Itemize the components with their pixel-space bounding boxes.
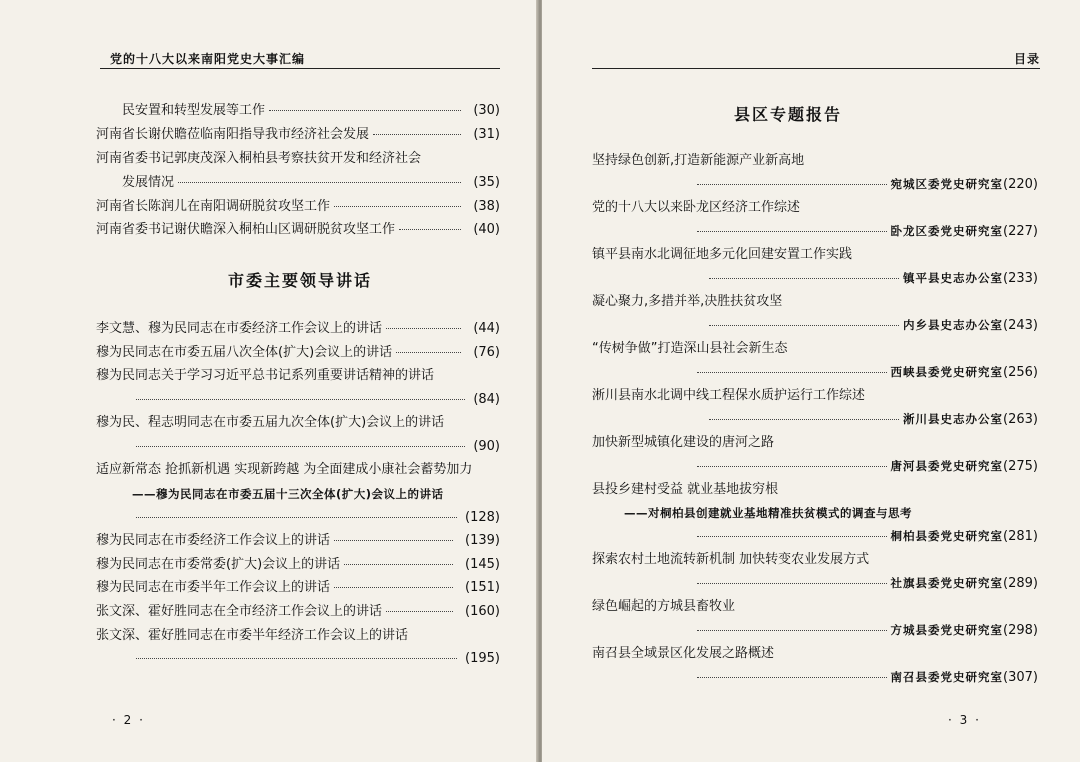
toc-entry <box>96 415 500 431</box>
header-rule <box>592 68 1040 69</box>
report-source-line <box>622 364 1038 381</box>
dot-leader <box>399 229 461 230</box>
report-source-line <box>622 317 1038 334</box>
toc-entry-title: 张文深、霍好胜同志在全市经济工作会议上的讲话 <box>96 604 383 619</box>
toc-page-number: (256) <box>1003 365 1038 380</box>
dot-leader <box>697 583 887 584</box>
toc-page-number: (195) <box>465 651 500 666</box>
report-organization: 社旗县委党史研究室 <box>890 576 1004 590</box>
section-title: 县区专题报告 <box>734 105 843 124</box>
toc-entry <box>96 368 500 384</box>
toc-entry-title: 穆为民同志关于学习习近平总书记系列重要讲话精神的讲话 <box>96 368 435 383</box>
report-title: 县投乡建村受益 就业基地拔穷根 <box>592 482 779 497</box>
toc-entry-title: 民安置和转型发展等工作 <box>122 103 266 118</box>
report-source-line <box>622 528 1038 545</box>
toc-entry-title: 河南省长谢伏瞻莅临南阳指导我市经济社会发展 <box>96 127 370 142</box>
toc-page-number: (160) <box>465 604 500 619</box>
toc-page-number: (145) <box>465 557 500 572</box>
toc-entry <box>96 510 500 526</box>
report-source-line <box>622 622 1038 639</box>
dot-leader <box>697 677 887 678</box>
report-source-line <box>622 458 1038 475</box>
report-organization: 西峡县委党史研究室 <box>890 365 1004 379</box>
dot-leader <box>396 352 461 353</box>
toc-entry <box>96 462 500 478</box>
report-source-line <box>622 176 1038 193</box>
toc-entry-title: 穆为民同志在市委五届八次全体(扩大)会议上的讲话 <box>96 345 393 360</box>
toc-page-number: (298) <box>1003 623 1038 638</box>
dot-leader <box>709 419 899 420</box>
toc-entry-title: 河南省委书记谢伏瞻深入桐柏山区调研脱贫攻坚工作 <box>96 222 396 237</box>
toc-entry <box>96 604 500 620</box>
toc-entry <box>96 392 500 408</box>
dot-leader <box>334 587 453 588</box>
toc-page-number: (35) <box>473 175 500 190</box>
report-title: 党的十八大以来卧龙区经济工作综述 <box>592 200 801 215</box>
dot-leader <box>136 399 465 400</box>
toc-page-number: (289) <box>1003 576 1038 591</box>
toc-entry-title: 穆为民、程志明同志在市委五届九次全体(扩大)会议上的讲话 <box>96 415 445 430</box>
toc-page-number: (139) <box>465 533 500 548</box>
dot-leader <box>697 630 887 631</box>
toc-entry <box>96 151 500 167</box>
toc-page-number: (38) <box>473 199 500 214</box>
report-organization: 桐柏县委党史研究室 <box>890 529 1004 543</box>
toc-entry <box>96 127 500 143</box>
toc-page-number: (84) <box>473 392 500 407</box>
toc-entry-title: 河南省长陈润儿在南阳调研脱贫攻坚工作 <box>96 199 331 214</box>
dot-leader <box>697 184 887 185</box>
report-title: 淅川县南水北调中线工程保水质护运行工作综述 <box>592 388 866 403</box>
toc-entry-title: ——穆为民同志在市委五届十三次全体(扩大)会议上的讲话 <box>132 487 444 501</box>
toc-entry-title: 穆为民同志在市委常委(扩大)会议上的讲话 <box>96 557 341 572</box>
dot-leader <box>178 182 461 183</box>
report-title: 镇平县南水北调征地多元化回建安置工作实践 <box>592 247 853 262</box>
report-source-line <box>622 575 1038 592</box>
toc-page-number: (281) <box>1003 529 1038 544</box>
report-title: 绿色崛起的方城县畜牧业 <box>592 599 736 614</box>
toc-page-number: (275) <box>1003 459 1038 474</box>
dot-leader <box>386 328 461 329</box>
report-organization: 淅川县史志办公室 <box>903 412 1004 426</box>
dot-leader <box>697 231 887 232</box>
running-header: 目录 <box>1013 52 1040 66</box>
toc-entry <box>96 580 500 596</box>
dot-leader <box>373 134 461 135</box>
toc-page-number: (76) <box>473 345 500 360</box>
toc-entry <box>96 557 500 573</box>
report-organization: 宛城区委党史研究室 <box>890 177 1004 191</box>
toc-entry <box>96 533 500 549</box>
report-organization: 镇平县史志办公室 <box>903 271 1004 285</box>
report-title: 坚持绿色创新,打造新能源产业新高地 <box>592 153 805 168</box>
report-title: “传树争做”打造深山县社会新生态 <box>592 341 788 356</box>
section-title: 市委主要领导讲话 <box>228 271 373 290</box>
report-source-line <box>622 411 1038 428</box>
dot-leader <box>136 658 457 659</box>
toc-entry-title: 穆为民同志在市委半年工作会议上的讲话 <box>96 580 331 595</box>
toc-entry-title: 适应新常态 抢抓新机遇 实现新跨越 为全面建成小康社会蓄势加力 <box>96 462 473 477</box>
report-title: 凝心聚力,多措并举,决胜扶贫攻坚 <box>592 294 783 309</box>
report-organization: 方城县委党史研究室 <box>890 623 1004 637</box>
toc-page-number: (263) <box>1003 412 1038 427</box>
toc-page-number: (220) <box>1003 177 1038 192</box>
page-number-footer: · 3 · <box>948 713 981 727</box>
dot-leader <box>344 564 453 565</box>
dot-leader <box>709 278 899 279</box>
report-title: 探索农村土地流转新机制 加快转变农业发展方式 <box>592 552 870 567</box>
toc-page-number: (44) <box>473 321 500 336</box>
dot-leader <box>386 611 453 612</box>
page-number-footer: · 2 · <box>112 713 145 727</box>
toc-page-number: (90) <box>473 439 500 454</box>
toc-page-number: (307) <box>1003 670 1038 685</box>
toc-entry <box>96 628 500 644</box>
dot-leader <box>269 110 461 111</box>
toc-page-number: (128) <box>465 510 500 525</box>
report-source-line <box>622 223 1038 240</box>
dot-leader <box>136 446 465 447</box>
toc-entry-title: 发展情况 <box>122 175 175 190</box>
toc-entry-title: 穆为民同志在市委经济工作会议上的讲话 <box>96 533 331 548</box>
running-header: 党的十八大以来南阳党史大事汇编 <box>110 52 306 66</box>
toc-page-number: (30) <box>473 103 500 118</box>
dot-leader <box>697 536 887 537</box>
toc-entry <box>96 321 500 337</box>
dot-leader <box>136 517 457 518</box>
right-page <box>542 0 1080 762</box>
toc-entry-title: 李文慧、穆为民同志在市委经济工作会议上的讲话 <box>96 321 383 336</box>
dot-leader <box>334 540 453 541</box>
toc-entry <box>122 175 500 191</box>
toc-page-number: (151) <box>465 580 500 595</box>
toc-entry <box>96 651 500 667</box>
toc-page-number: (243) <box>1003 318 1038 333</box>
dot-leader <box>697 466 887 467</box>
report-source-line <box>622 270 1038 287</box>
toc-entry-title: 河南省委书记郭庚茂深入桐柏县考察扶贫开发和经济社会 <box>96 151 422 166</box>
toc-entry <box>132 486 500 503</box>
toc-page-number: (31) <box>473 127 500 142</box>
report-organization: 内乡县史志办公室 <box>903 318 1004 332</box>
toc-page-number: (227) <box>1003 224 1038 239</box>
toc-page-number: (233) <box>1003 271 1038 286</box>
report-organization: 南召县委党史研究室 <box>890 670 1004 684</box>
report-organization: 卧龙区委党史研究室 <box>890 224 1004 238</box>
toc-entry <box>96 345 500 361</box>
toc-page-number: (40) <box>473 222 500 237</box>
toc-entry <box>96 199 500 215</box>
report-title: 加快新型城镇化建设的唐河之路 <box>592 435 775 450</box>
report-subtitle: ——对桐柏县创建就业基地精准扶贫模式的调查与思考 <box>624 506 912 520</box>
dot-leader <box>709 325 899 326</box>
dot-leader <box>697 372 887 373</box>
toc-entry <box>96 439 500 455</box>
report-organization: 唐河县委党史研究室 <box>890 459 1004 473</box>
toc-entry-title: 张文深、霍好胜同志在市委半年经济工作会议上的讲话 <box>96 628 409 643</box>
header-rule <box>100 68 500 69</box>
dot-leader <box>334 206 461 207</box>
report-source-line <box>622 669 1038 686</box>
report-title: 南召县全域景区化发展之路概述 <box>592 646 775 661</box>
left-page <box>0 0 538 762</box>
toc-entry <box>122 103 500 119</box>
toc-entry <box>96 222 500 238</box>
